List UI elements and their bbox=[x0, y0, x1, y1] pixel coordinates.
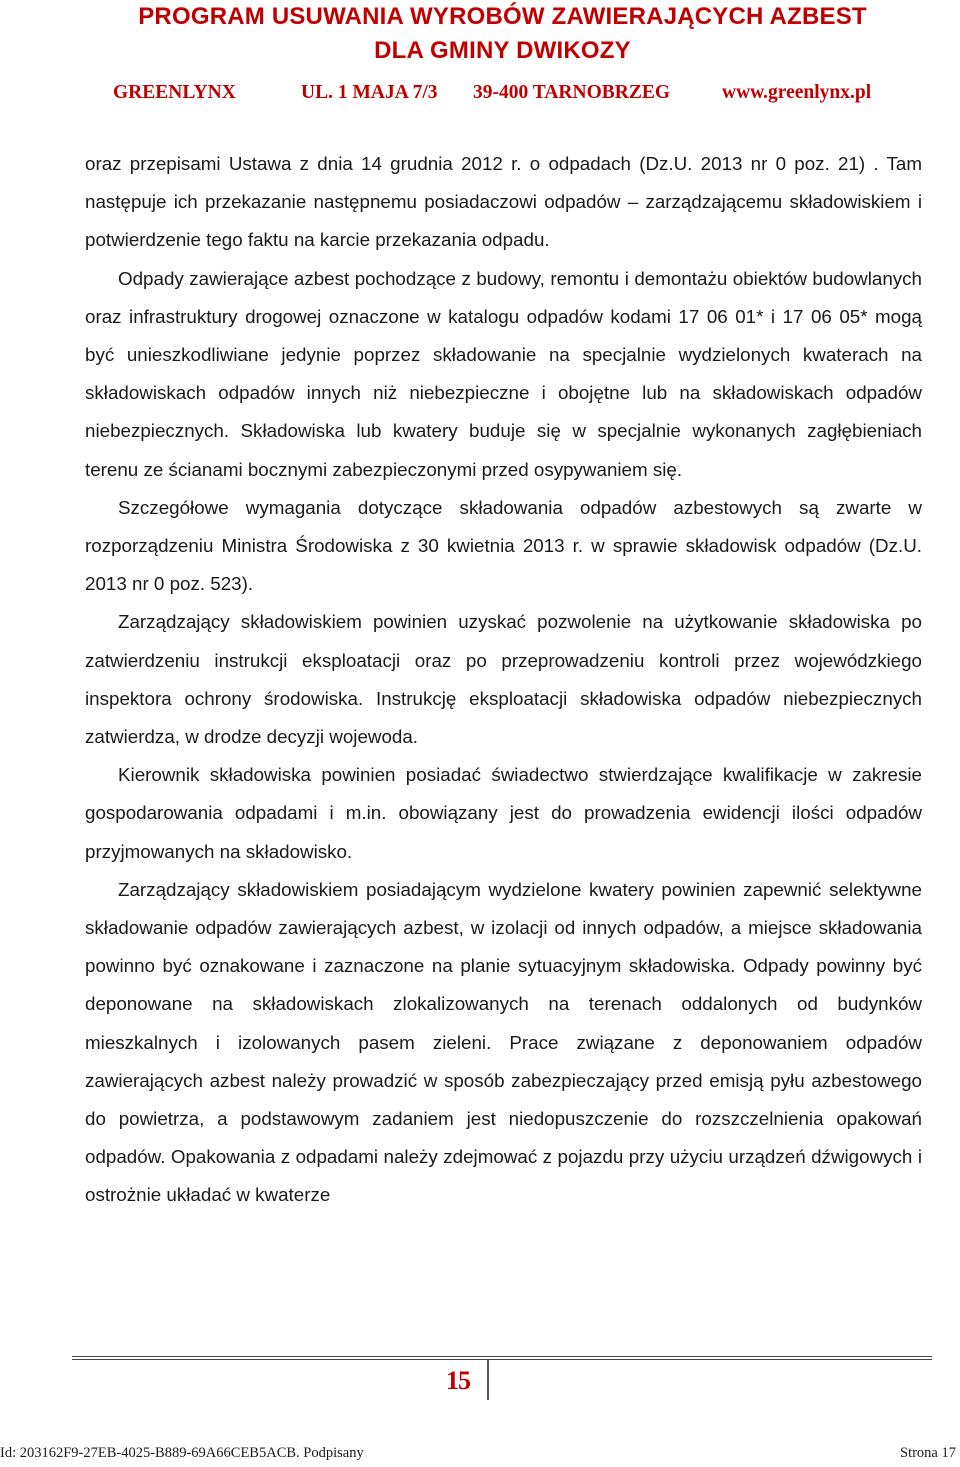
paragraph: Zarządzający składowiskiem posiadającym wydzielone kwatery powinien zapewnić selektywne składowanie odpadów zawierających azbest, w izolacji od innych odpadów, a miejsce składowania powinno być oznakowane i zaznaczone na planie sytuacyjnym składowiska. Odpady powinny być deponowane na składowiskach zlokalizowanych na terenach oddalonych od budynków mieszkalnych i izolowanych pasem zieleni. Prace związane z deponowaniem odpadów zawierających azbest należy prowadzić w sposób zabezpieczający przed emisją pyłu azbestowego do powietrza, a podstawowym zadaniem jest niedopuszczenie do rozszczelnienia opakowań odpadów. Opakowania z odpadami należy zdejmować z pojazdu przy użyciu urządzeń dźwigowych i ostrożnie układać w kwaterze bbox=[85, 878, 922, 1206]
footer-divider bbox=[72, 1356, 932, 1357]
paragraph: Szczegółowe wymagania dotyczące składowania odpadów azbestowych są zwarte w rozporządzeniu Ministra Środowiska z 30 kwietnia 2013 r. w sprawie składowisk odpadów (Dz.U. 2013 nr 0 poz. 523). bbox=[85, 496, 922, 595]
company-city: 39-400 TARNOBRZEG bbox=[473, 82, 671, 103]
document-body bbox=[85, 145, 922, 1215]
document-subtitle: DLA GMINY DWIKOZY bbox=[374, 37, 631, 64]
paragraph: oraz przepisami Ustawa z dnia 14 grudnia 2012 r. o odpadach (Dz.U. 2013 nr 0 poz. 21) . Tam następuje ich przekazanie następnemu posiadaczowi odpadów – zarządzającemu składowiskiem i potwierdzenie tego faktu na karcie przekazania odpadu. bbox=[85, 153, 922, 251]
document-title: PROGRAM USUWANIA WYROBÓW ZAWIERAJĄCYCH AZBEST bbox=[138, 3, 867, 30]
company-website: www.greenlynx.pl bbox=[722, 82, 872, 103]
paragraph: Zarządzający składowiskiem powinien uzyskać pozwolenie na użytkowanie składowiska po zatwierdzeniu instrukcji eksploatacji oraz po przeprowadzeniu kontroli przez wojewódzkiego inspektora ochrony środowiska. Instrukcję eksploatacji składowiska odpadów niebezpiecznych zatwierdza, w drodze decyzji wojewoda. bbox=[85, 611, 922, 748]
company-street: UL. 1 MAJA 7/3 bbox=[301, 82, 438, 103]
footer-divider bbox=[72, 1359, 932, 1360]
page-number: 15 bbox=[446, 1366, 470, 1395]
page-label: Strona 17 bbox=[900, 1445, 956, 1461]
paragraph: Kierownik składowiska powinien posiadać świadectwo stwierdzające kwalifikacje w zakresie gospodarowania odpadami i m.in. obowiązany jest do prowadzenia ewidencji ilości odpadów przyjmowanych na składowisko. bbox=[85, 764, 922, 862]
page-number-separator bbox=[487, 1360, 489, 1400]
document-id: Id: 203162F9-27EB-4025-B889-69A66CEB5ACB. Podpisany bbox=[0, 1445, 364, 1461]
company-name: GREENLYNX bbox=[113, 82, 236, 103]
contact-line bbox=[0, 82, 960, 110]
paragraph: Odpady zawierające azbest pochodzące z budowy, remontu i demontażu obiektów budowlanych oraz infrastruktury drogowej oznaczone w katalogu odpadów kodami 17 06 01* i 17 06 05* mogą być unieszkodliwiane jedynie poprzez składowanie na specjalnie wydzielonych kwaterach na składowiskach odpadów innych niż niebezpieczne i obojętne lub na składowiskach odpadów niebezpiecznych. Składowiska lub kwatery buduje się w specjalnie wykonanych zagłębieniach terenu ze ścianami bocznymi zabezpieczonymi przed osypywaniem się. bbox=[85, 267, 922, 480]
